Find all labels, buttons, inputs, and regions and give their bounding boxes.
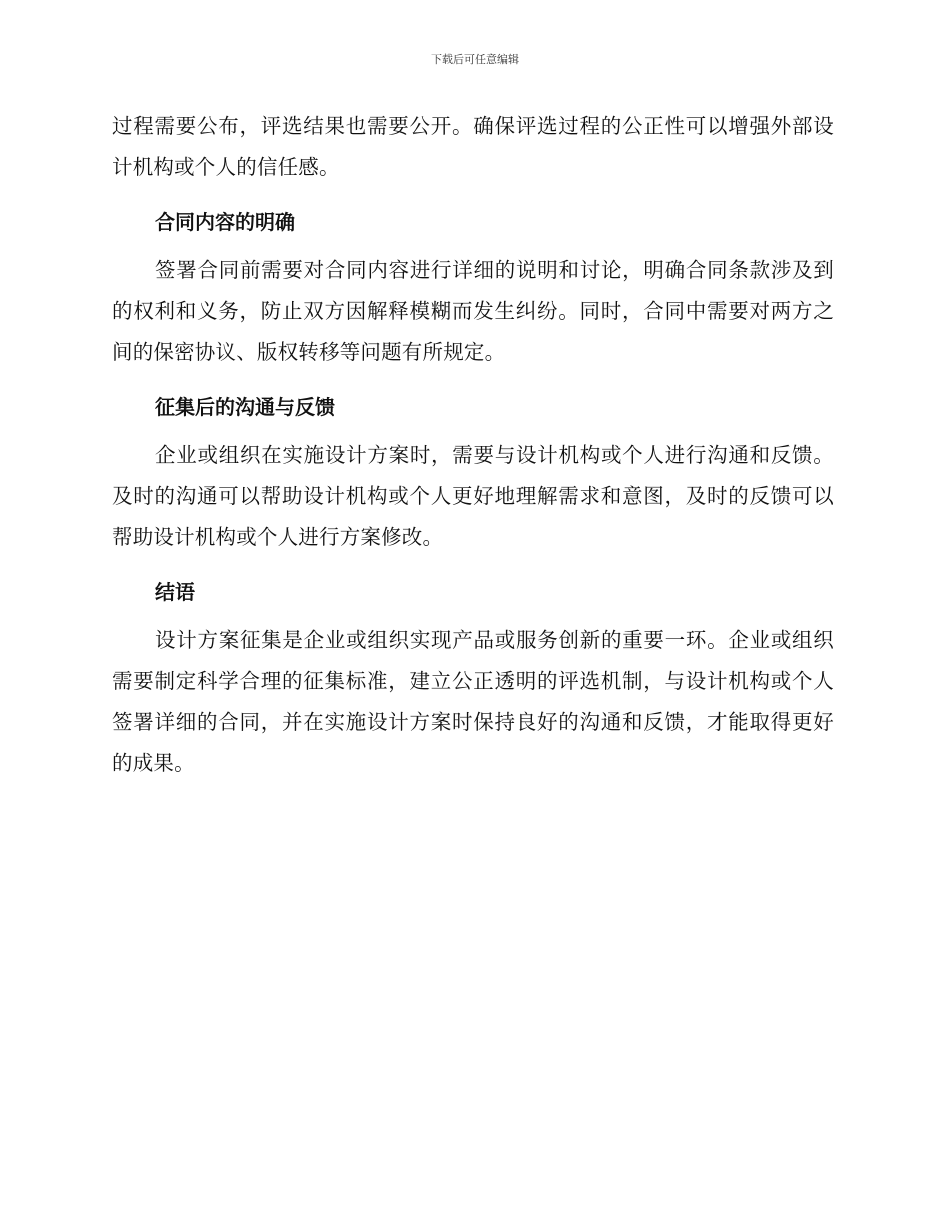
contract-paragraph: 签署合同前需要对合同内容进行详细的说明和讨论，明确合同条款涉及到的权利和义务，防止双方因解释模糊而发生纠纷。同时，合同中需要对两方之间的保密协议、版权转移等问题有所规定。 xyxy=(112,258,834,364)
page-header: 下载后可任意编辑 xyxy=(431,53,519,66)
conclusion-heading: 结语 xyxy=(155,580,195,604)
document-body xyxy=(112,106,834,784)
feedback-heading: 征集后的沟通与反馈 xyxy=(155,395,335,419)
intro-paragraph: 过程需要公布，评选结果也需要公开。确保评选过程的公正性可以增强外部设计机构或个人的信任感。 xyxy=(112,114,834,179)
feedback-paragraph: 企业或组织在实施设计方案时，需要与设计机构或个人进行沟通和反馈。及时的沟通可以帮助设计机构或个人更好地理解需求和意图，及时的反馈可以帮助设计机构或个人进行方案修改。 xyxy=(112,443,834,549)
conclusion-paragraph: 设计方案征集是企业或组织实现产品或服务创新的重要一环。企业或组织需要制定科学合理的征集标准，建立公正透明的评选机制，与设计机构或个人签署详细的合同，并在实施设计方案时保持良好的沟通和反馈，才能取得更好的成果。 xyxy=(112,628,834,775)
contract-heading: 合同内容的明确 xyxy=(155,210,295,234)
